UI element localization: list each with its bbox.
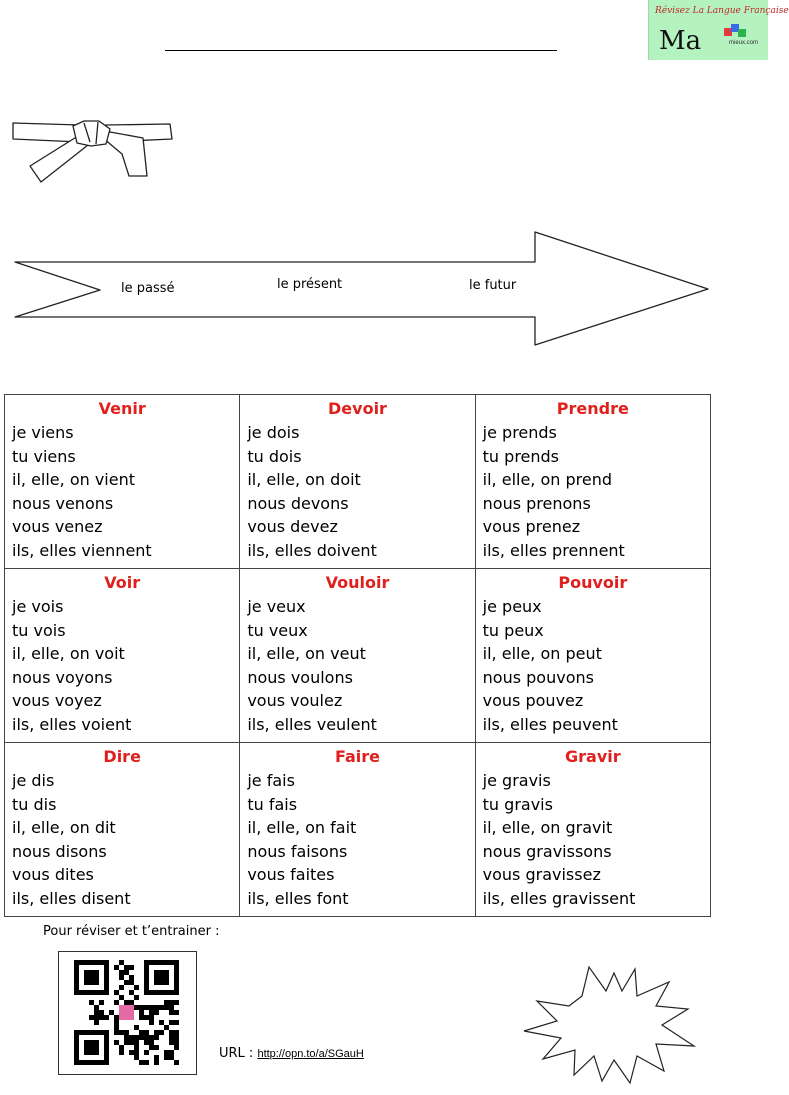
verb-form: tu veux (247, 620, 308, 640)
verb-form: ils, elles veulent (247, 714, 377, 734)
timeline-present-label: le présent (277, 277, 343, 292)
verb-form: je dois (247, 423, 300, 442)
verb-form: je gravis (482, 771, 551, 790)
name-line (165, 36, 557, 51)
verb-form: nous venons (12, 493, 114, 513)
verb-form: ils, elles prennent (482, 540, 625, 560)
verb-form: ils, elles viennent (12, 540, 152, 560)
verb-form: ils, elles gravissent (482, 888, 636, 908)
table-row (5, 743, 711, 917)
verb-form: tu vois (12, 620, 66, 640)
verb-form: il, elle, on fait (247, 818, 357, 838)
verb-title: Devoir (328, 399, 387, 418)
verb-cell (5, 569, 240, 743)
timeline-past-label: le passé (121, 281, 175, 296)
verb-form: il, elle, on dit (12, 818, 116, 838)
verb-form: ils, elles peuvent (482, 714, 618, 734)
verb-form: nous pouvons (482, 667, 594, 687)
verb-cell (5, 743, 240, 917)
verb-form: tu dis (12, 794, 57, 814)
verb-form: ils, elles voient (12, 714, 132, 734)
verb-form: vous dites (12, 865, 94, 885)
verb-cell (5, 395, 240, 569)
verb-form: tu prends (482, 446, 560, 466)
revision-prompt: Pour réviser et t’entrainer : (43, 924, 220, 939)
verb-title: Venir (98, 399, 146, 418)
verb-form: tu gravis (482, 794, 553, 814)
verb-cell (240, 743, 475, 917)
verb-form: il, elle, on peut (482, 644, 602, 664)
dice-icon (723, 22, 749, 40)
verb-form: nous prenons (482, 493, 591, 513)
verb-form: vous voyez (12, 691, 102, 711)
verb-form: tu peux (482, 620, 544, 640)
verb-form: je peux (482, 597, 542, 616)
verb-title: Vouloir (325, 573, 390, 592)
verb-form: vous voulez (247, 691, 343, 711)
verb-form: je vois (12, 597, 64, 616)
verb-form: il, elle, on vient (12, 470, 135, 490)
verb-form: tu viens (12, 446, 76, 466)
verb-cell (240, 569, 475, 743)
table-row (5, 395, 711, 569)
verb-form: je dis (12, 771, 55, 790)
verb-form: vous devez (247, 517, 338, 537)
starburst-shape (519, 963, 699, 1088)
verb-form: ils, elles font (247, 888, 349, 908)
verb-form: vous pouvez (482, 691, 584, 711)
url-link[interactable]: http://opn.to/a/SGauH (257, 1048, 364, 1060)
verb-form: il, elle, on prend (482, 470, 613, 490)
logo-domain: mieux.com (729, 40, 759, 46)
verb-form: nous disons (12, 841, 107, 861)
verb-title: Gravir (565, 747, 621, 766)
timeline-arrow (14, 230, 714, 350)
verb-cell (475, 743, 710, 917)
site-logo (648, 0, 789, 60)
verb-title: Pouvoir (558, 573, 628, 592)
verb-form: je viens (12, 423, 74, 442)
table-row (5, 569, 711, 743)
verb-form: ils, elles disent (12, 888, 131, 908)
verb-form: il, elle, on voit (12, 644, 125, 664)
verb-cell (475, 395, 710, 569)
verb-form: vous faites (247, 865, 335, 885)
verb-form: vous gravissez (482, 865, 601, 885)
verb-form: nous voyons (12, 667, 113, 687)
verb-form: nous devons (247, 493, 349, 513)
verb-title: Dire (103, 747, 141, 766)
verb-form: il, elle, on gravit (482, 818, 613, 838)
verb-form: ils, elles doivent (247, 540, 377, 560)
verb-title: Faire (334, 747, 380, 766)
verb-form: je prends (482, 423, 557, 442)
verb-form: nous faisons (247, 841, 348, 861)
logo-mark: Ma (659, 26, 702, 56)
white-belt-illustration (10, 118, 180, 188)
verb-form: je veux (247, 597, 306, 616)
logo-tagline: Révisez La Langue Française (655, 6, 789, 16)
verb-title: Voir (104, 573, 141, 592)
url-line (219, 1046, 364, 1061)
verb-form: il, elle, on doit (247, 470, 361, 490)
timeline-future-label: le futur (469, 278, 517, 293)
verb-form: vous venez (12, 517, 103, 537)
verb-cell (475, 569, 710, 743)
verb-form: tu fais (247, 794, 298, 814)
verb-title: Prendre (556, 399, 629, 418)
verb-form: nous gravissons (482, 841, 612, 861)
verb-form: je fais (247, 771, 295, 790)
verb-form: nous voulons (247, 667, 353, 687)
conjugation-table (4, 394, 711, 917)
url-label: URL : (219, 1046, 254, 1061)
verb-cell (240, 395, 475, 569)
verb-form: tu dois (247, 446, 302, 466)
qr-code-icon[interactable] (74, 960, 179, 1065)
verb-form: vous prenez (482, 517, 581, 537)
verb-form: il, elle, on veut (247, 644, 366, 664)
